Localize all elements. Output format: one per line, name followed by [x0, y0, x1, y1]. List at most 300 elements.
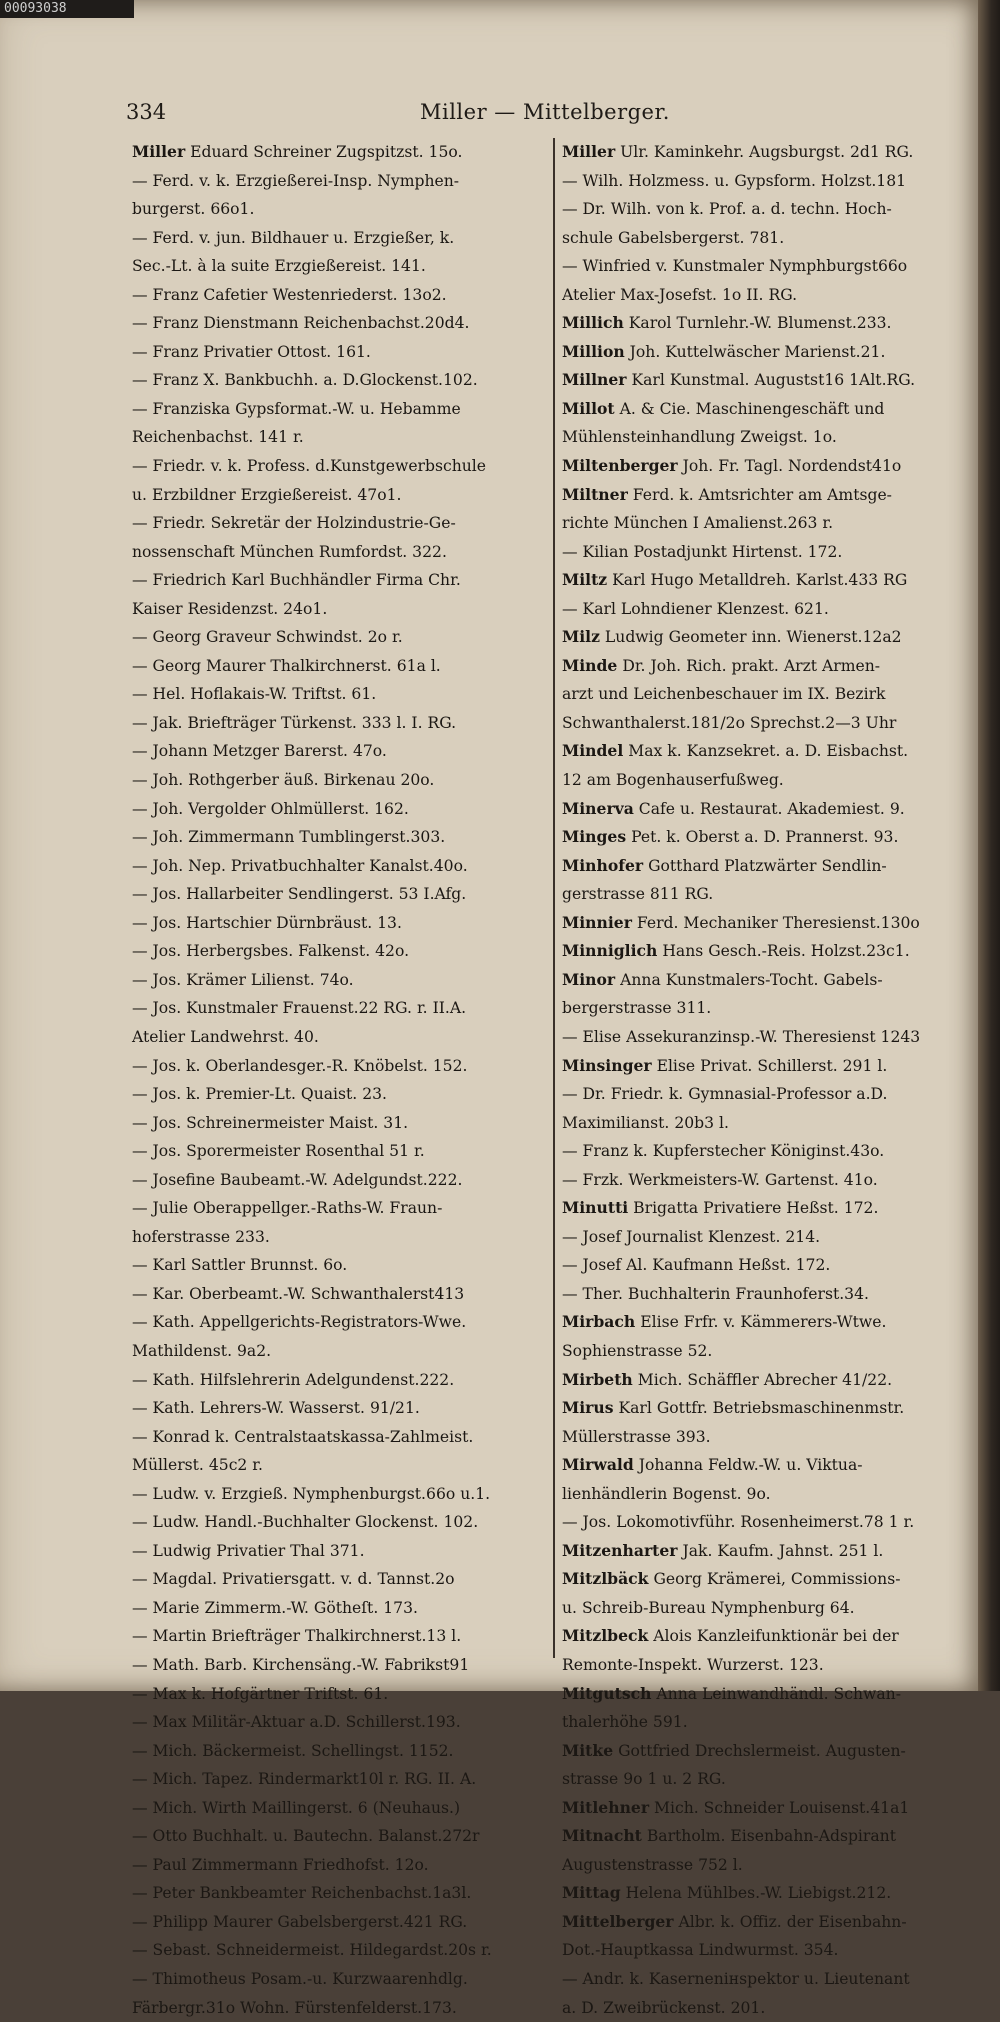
directory-entry: [562, 1794, 968, 1823]
directory-entry: [562, 1508, 968, 1537]
directory-entry: [562, 423, 968, 452]
directory-entry: [132, 1822, 547, 1851]
directory-entry: [132, 1109, 547, 1138]
directory-entry: [132, 1708, 547, 1737]
entry-text: 12 am Bogenhauserfußweg.: [562, 771, 784, 790]
directory-entry: [562, 1708, 968, 1737]
entry-text: — Sebast. Schneidermeist. Hildegardst.20s r.: [132, 1941, 492, 1960]
entry-text: — Jos. Schreinermeister Maist. 31.: [132, 1113, 409, 1132]
directory-entry: [132, 1737, 547, 1766]
directory-entry: [132, 937, 547, 966]
entry-text: Mühlensteinhandlung Zweigst. 1o.: [562, 428, 837, 447]
surname-heading: Mitzenharter: [562, 1540, 678, 1560]
entry-text: — Paul Zimmermann Friedhofst. 12o.: [132, 1855, 429, 1874]
directory-entry: [562, 452, 968, 481]
directory-entry: [132, 1137, 547, 1166]
directory-entry: [132, 452, 547, 481]
entry-text: Reichenbachst. 141 r.: [132, 428, 304, 447]
entry-text: — Mich. Bäckermeist. Schellingst. 1152.: [132, 1741, 454, 1760]
entry-text: Max k. Kanzsekret. a. D. Eisbachst.: [623, 742, 909, 761]
entry-text: Karol Turnlehr.-W. Blumenst.233.: [623, 314, 892, 333]
directory-entry: [132, 395, 547, 424]
directory-entry: [562, 1451, 968, 1480]
entry-text: Atelier Max-Josefst. 1o II. RG.: [562, 285, 798, 304]
directory-entry: [132, 1451, 547, 1480]
entry-text: — Ferd. v. k. Erzgießerei-Insp. Nymphen-: [132, 171, 460, 190]
entry-text: — Jos. Lokomotivführ. Rosenheimerst.78 1 r.: [562, 1513, 915, 1532]
entry-text: strasse 9o 1 u. 2 RG.: [562, 1770, 726, 1789]
directory-entry: [132, 1651, 547, 1680]
page-number: 334: [126, 100, 167, 124]
directory-entry: [132, 1680, 547, 1709]
entry-text: — Karl Lohndiener Klenzest. 621.: [562, 599, 829, 618]
entry-text: — Martin Briefträger Thalkirchnerst.13 l.: [132, 1627, 462, 1646]
directory-entry: [132, 1965, 547, 1994]
directory-entry: [132, 1394, 547, 1423]
directory-entry: [562, 994, 968, 1023]
entry-text: Georg Krämerei, Commissions-: [648, 1570, 901, 1589]
entry-text: — Thimotheus Posam.-u. Kurzwaarenhdlg.: [132, 1970, 468, 1988]
entry-text: Remonte-Inspekt. Wurzerst. 123.: [562, 1655, 824, 1674]
surname-heading: Millner: [562, 370, 627, 390]
directory-entry: [562, 680, 968, 709]
directory-entry: [132, 823, 547, 852]
entry-text: — Mich. Wirth Maillingerst. 6 (Neuhaus.): [132, 1798, 461, 1817]
entry-text: Pet. k. Oberst a. D. Prannerst. 93.: [626, 828, 899, 847]
entry-text: — Max Militär-Aktuar a.D. Schillerst.193.: [132, 1713, 461, 1732]
entry-text: Schwanthalerst.181/2o Sprechst.2—3 Uhr: [562, 713, 897, 732]
directory-entry: [562, 1280, 968, 1309]
page-header: [120, 100, 960, 130]
directory-entry: [132, 1080, 547, 1109]
entry-text: Alois Kanzleifunktionär bei der: [648, 1627, 899, 1646]
surname-heading: Minerva: [562, 798, 634, 818]
surname-heading: Mitnacht: [562, 1826, 642, 1846]
entry-text: — Friedr. Sekretär der Holzindustrie-Ge-: [132, 514, 456, 533]
entry-text: — Franz Dienstmann Reichenbachst.20d4.: [132, 314, 470, 333]
directory-entry: [562, 1765, 968, 1794]
directory-entry: [132, 1851, 547, 1880]
directory-entry: [132, 195, 547, 224]
entry-text: Jak. Kaufm. Jahnst. 251 l.: [677, 1541, 884, 1560]
entry-text: — Hel. Hoflakais-W. Triftst. 61.: [132, 685, 377, 704]
surname-heading: Miller: [562, 142, 616, 161]
directory-entry: [562, 1366, 968, 1395]
entry-text: — Dr. Friedr. k. Gymnasial-Professor a.D.: [562, 1085, 888, 1104]
entry-text: — Kath. Lehrers-W. Wasserst. 91/21.: [132, 1399, 420, 1418]
entry-text: — Elise Assekuranzinsp.-W. Theresienst 1243: [562, 1027, 921, 1046]
directory-entry: [562, 1879, 968, 1908]
entry-text: Cafe u. Restaurat. Akademiest. 9.: [633, 799, 905, 818]
entry-text: burgerst. 66o1.: [132, 200, 255, 219]
entry-text: Maximilianst. 20b3 l.: [562, 1113, 729, 1132]
surname-heading: Mittelberger: [562, 1911, 674, 1931]
directory-entry: [562, 823, 968, 852]
directory-entry: [132, 1480, 547, 1509]
directory-entry: [562, 281, 968, 310]
directory-entry: [562, 1308, 968, 1337]
entry-text: A. & Cie. Maschinengeschäft und: [614, 399, 885, 418]
directory-entry: [562, 509, 968, 538]
entry-text: — Frzk. Werkmeisters-W. Gartenst. 41o.: [562, 1170, 878, 1189]
entry-text: — Marie Zimmerm.-W. Götheſt. 173.: [132, 1598, 418, 1617]
entry-text: Mathildenst. 9a2.: [132, 1341, 272, 1360]
directory-entry: [562, 566, 968, 595]
directory-entry: [562, 623, 968, 652]
entry-text: — Max k. Hofgärtner Triftst. 61.: [132, 1684, 389, 1703]
entry-text: — Konrad k. Centralstaatskassa-Zahlmeist.: [132, 1427, 474, 1446]
entry-text: — Math. Barb. Kirchensäng.-W. Fabrikst91: [132, 1655, 470, 1674]
surname-heading: Minsinger: [562, 1055, 652, 1075]
entry-text: Helena Mühlbes.-W. Liebigst.212.: [620, 1884, 892, 1903]
directory-entry: [132, 1994, 547, 2022]
entry-text: — Jos. Hartschier Dürnbräust. 13.: [132, 913, 402, 932]
entry-text: — Josef Al. Kaufmann Heßst. 172.: [562, 1256, 831, 1275]
entry-text: — Josef Journalist Klenzest. 214.: [562, 1227, 821, 1246]
directory-entry: [562, 1680, 968, 1709]
directory-entry: [132, 1565, 547, 1594]
directory-entry: [132, 1337, 547, 1366]
entry-text: — Jos. k. Oberlandesger.-R. Knöbelst. 152.: [132, 1056, 468, 1075]
directory-entry: [132, 680, 547, 709]
entry-text: Gottfried Drechslermeist. Augusten-: [613, 1741, 906, 1760]
directory-entry: [132, 1537, 547, 1566]
surname-heading: Millich: [562, 313, 624, 333]
entry-text: — Friedrich Karl Buchhändler Firma Chr.: [132, 571, 461, 590]
directory-entry: [562, 1651, 968, 1680]
entry-text: Sophienstrasse 52.: [562, 1341, 713, 1360]
entry-text: Ulr. Kaminkehr. Augsburgst. 2d1 RG.: [615, 143, 914, 161]
directory-entry: [132, 281, 547, 310]
surname-heading: Millot: [562, 398, 615, 418]
directory-entry: [132, 1423, 547, 1452]
surname-heading: Minniglich: [562, 941, 658, 961]
directory-entry: [132, 1023, 547, 1052]
entry-text: Mich. Schäffler Abrecher 41/22.: [632, 1370, 893, 1389]
entry-text: — Franz Cafetier Westenriederst. 13o2.: [132, 285, 447, 304]
entry-text: Elise Privat. Schillerst. 291 l.: [651, 1056, 888, 1075]
entry-text: — Mich. Tapez. Rindermarkt10l r. RG. II. A.: [132, 1770, 477, 1789]
entry-text: Eduard Schreiner Zugspitzst. 15o.: [185, 143, 463, 161]
directory-entry: [562, 138, 968, 167]
directory-entry: [562, 1565, 968, 1594]
directory-entry: [132, 423, 547, 452]
directory-entry: [562, 1166, 968, 1195]
directory-entry: [562, 338, 968, 367]
surname-heading: Million: [562, 341, 625, 361]
directory-entry: [562, 1251, 968, 1280]
entry-text: Karl Hugo Metalldreh. Karlst.433 RG: [607, 571, 908, 590]
directory-entry: [132, 1223, 547, 1252]
directory-entry: [132, 366, 547, 395]
directory-entry: [132, 1280, 547, 1309]
directory-entry: [132, 224, 547, 253]
directory-entry: [562, 880, 968, 909]
directory-entry: [132, 1508, 547, 1537]
directory-entry: [562, 366, 968, 395]
entry-text: — Ludw. v. Erzgieß. Nymphenburgst.66o u.1.: [132, 1484, 491, 1503]
directory-entry: [562, 1851, 968, 1880]
entry-text: Atelier Landwehrst. 40.: [132, 1027, 319, 1046]
column-divider: [553, 138, 555, 1658]
directory-entry: [562, 309, 968, 338]
entry-text: Müllerst. 45c2 r.: [132, 1456, 264, 1475]
directory-entry: [562, 652, 968, 681]
directory-entry: [562, 195, 968, 224]
directory-entry: [562, 167, 968, 196]
directory-entry: [562, 1423, 968, 1452]
entry-text: a. D. Zweibrückenst. 201.: [562, 1998, 766, 2017]
surname-heading: Minnier: [562, 912, 632, 932]
book-edge: [978, 0, 1000, 1691]
directory-entry: [132, 709, 547, 738]
entry-text: — Franz k. Kupferstecher Königinst.43o.: [562, 1142, 885, 1161]
directory-entry: [132, 1166, 547, 1195]
directory-entry: [562, 1394, 968, 1423]
entry-text: Ferd. Mechaniker Theresienst.130o: [631, 913, 920, 932]
entry-text: — Joh. Nep. Privatbuchhalter Kanalst.40o.: [132, 856, 468, 875]
entry-text: u. Schreib-Bureau Nymphenburg 64.: [562, 1598, 855, 1617]
entry-text: — Philipp Maurer Gabelsbergerst.421 RG.: [132, 1912, 468, 1931]
entry-text: — Kar. Oberbeamt.-W. Schwanthalerst413: [132, 1284, 465, 1303]
entry-text: bergerstrasse 311.: [562, 999, 712, 1018]
directory-entry: [132, 338, 547, 367]
entry-text: — Otto Buchhalt. u. Bautechn. Balanst.272r: [132, 1827, 480, 1846]
directory-entry: [562, 937, 968, 966]
entry-text: — Julie Oberappellger.-Raths-W. Fraun-: [132, 1199, 443, 1218]
directory-entry: [562, 481, 968, 510]
entry-text: — Jos. Kunstmaler Frauenst.22 RG. r. II.A.: [132, 999, 467, 1018]
surname-heading: Minor: [562, 969, 616, 989]
directory-entry: [132, 138, 547, 167]
entry-text: Karl Kunstmal. Augustst16 1Alt.RG.: [626, 371, 916, 390]
entry-text: hoferstrasse 233.: [132, 1227, 270, 1246]
entry-text: — Kilian Postadjunkt Hirtenst. 172.: [562, 542, 843, 561]
entry-text: — Jos. Krämer Lilienst. 74o.: [132, 970, 354, 989]
entry-text: — Andr. k. Kasernenінspektor u. Lieutenant: [562, 1970, 910, 1988]
directory-entry: [562, 1594, 968, 1623]
directory-entry: [132, 795, 547, 824]
directory-entry: [562, 1537, 968, 1566]
entry-text: Brigatta Privatiere Heßst. 172.: [628, 1199, 879, 1218]
directory-entry: [132, 1251, 547, 1280]
entry-text: Elise Frfr. v. Kämmerers-Wtwe.: [635, 1313, 887, 1332]
entry-text: Johanna Feldw.-W. u. Viktua-: [633, 1456, 863, 1475]
entry-text: Kaiser Residenzst. 24o1.: [132, 599, 328, 618]
directory-entry: [132, 880, 547, 909]
directory-entry: [132, 909, 547, 938]
surname-heading: Mirwald: [562, 1455, 634, 1475]
directory-entry: [132, 1622, 547, 1651]
right-column: [562, 138, 968, 2017]
surname-heading: Mirbach: [562, 1312, 636, 1332]
entry-text: Karl Gottfr. Betriebsmaschinenmstr.: [613, 1399, 905, 1418]
directory-entry: [132, 1052, 547, 1081]
entry-text: — Johann Metzger Barerst. 47o.: [132, 742, 387, 761]
directory-entry: [132, 595, 547, 624]
directory-entry: [562, 252, 968, 281]
entry-text: — Karl Sattler Brunnst. 6o.: [132, 1256, 348, 1275]
entry-text: u. Erzbildner Erzgießereist. 47o1.: [132, 485, 402, 504]
surname-heading: Minutti: [562, 1198, 629, 1218]
entry-text: — Magdal. Privatiersgatt. v. d. Tannst.2o: [132, 1570, 455, 1589]
entry-text: thalerhöhe 591.: [562, 1713, 688, 1732]
surname-heading: Milz: [562, 627, 600, 647]
directory-entry: [132, 652, 547, 681]
directory-entry: [562, 595, 968, 624]
entry-text: Ferd. k. Amtsrichter am Amtsge-: [627, 485, 892, 504]
directory-entry: [562, 1023, 968, 1052]
entry-text: — Joh. Rothgerber äuß. Birkenau 20o.: [132, 771, 435, 790]
entry-text: — Wilh. Holzmess. u. Gypsform. Holzst.181: [562, 171, 907, 190]
entry-text: Joh. Fr. Tagl. Nordendst41o: [677, 457, 902, 476]
entry-text: — Kath. Appellgerichts-Registrators-Wwe.: [132, 1313, 467, 1332]
entry-text: — Jos. Hallarbeiter Sendlingerst. 53 I.Afg.: [132, 885, 467, 904]
directory-entry: [132, 167, 547, 196]
entry-text: Müllerstrasse 393.: [562, 1427, 711, 1446]
directory-entry: [562, 1822, 968, 1851]
directory-entry: [562, 1622, 968, 1651]
directory-entry: [562, 1052, 968, 1081]
directory-entry: [132, 481, 547, 510]
directory-entry: [562, 795, 968, 824]
entry-text: — Ferd. v. jun. Bildhauer u. Erzgießer, k.: [132, 228, 455, 247]
directory-entry: [562, 538, 968, 567]
entry-text: Sec.-Lt. à la suite Erzgießereist. 141.: [132, 257, 426, 276]
entry-text: Dot.-Hauptkassa Lindwurmst. 354.: [562, 1941, 839, 1960]
directory-entry: [132, 538, 547, 567]
entry-text: — Georg Graveur Schwindst. 2o r.: [132, 628, 403, 647]
entry-text: Augustenstrasse 752 l.: [562, 1855, 743, 1874]
directory-entry: [562, 1337, 968, 1366]
surname-heading: Mittag: [562, 1883, 621, 1903]
directory-entry: [562, 1480, 968, 1509]
directory-entry: [562, 1908, 968, 1937]
directory-entry: [132, 1794, 547, 1823]
entry-text: — Ther. Buchhalterin Fraunhoferst.34.: [562, 1284, 869, 1303]
directory-entry: [562, 1936, 968, 1965]
entry-text: Anna Leinwandhändl. Schwan-: [651, 1684, 901, 1703]
left-column: [132, 138, 547, 2017]
entry-text: lienhändlerin Bogenst. 9o.: [562, 1484, 771, 1503]
directory-entry: [562, 395, 968, 424]
entry-text: — Franz Privatier Ottost. 161.: [132, 342, 371, 361]
directory-entry: [132, 1194, 547, 1223]
entry-text: — Friedr. v. k. Profess. d.Kunstgewerbschule: [132, 457, 487, 476]
directory-entry: [132, 623, 547, 652]
directory-entry: [132, 566, 547, 595]
directory-entry: [562, 966, 968, 995]
entry-text: — Georg Maurer Thalkirchnerst. 61a l.: [132, 656, 441, 675]
surname-heading: Mirbeth: [562, 1369, 633, 1389]
surname-heading: Miltz: [562, 570, 608, 590]
directory-entry: [132, 1879, 547, 1908]
directory-entry: [562, 852, 968, 881]
entry-text: Dr. Joh. Rich. prakt. Arzt Armen-: [617, 656, 881, 675]
directory-entry: [132, 1765, 547, 1794]
entry-text: — Ludw. Handl.-Buchhalter Glockenst. 102.: [132, 1513, 479, 1532]
directory-entry: [562, 224, 968, 253]
directory-entry: [132, 1908, 547, 1937]
entry-text: Ludwig Geometer inn. Wienerst.12a2: [599, 628, 902, 647]
surname-heading: Mitzlbäck: [562, 1569, 649, 1589]
entry-text: Färbergr.31o Wohn. Fürstenfelderst.173.: [132, 1998, 457, 2017]
surname-heading: Mitlehner: [562, 1797, 650, 1817]
directory-entry: [132, 309, 547, 338]
directory-entry: [562, 1137, 968, 1166]
directory-entry: [132, 966, 547, 995]
directory-entry: [562, 766, 968, 795]
entry-text: — Kath. Hilfslehrerin Adelgundenst.222.: [132, 1370, 455, 1389]
surname-heading: Mirus: [562, 1398, 614, 1418]
entry-text: — Dr. Wilh. von k. Prof. a. d. techn. Hoch-: [562, 200, 892, 219]
directory-entry: [562, 1080, 968, 1109]
entry-text: — Jos. k. Premier-Lt. Quaist. 23.: [132, 1085, 387, 1104]
directory-entry: [132, 1594, 547, 1623]
entry-text: richte München I Amalienst.263 r.: [562, 514, 834, 533]
surname-heading: Mindel: [562, 741, 624, 761]
surname-heading: Mitke: [562, 1740, 614, 1760]
surname-heading: Minhofer: [562, 855, 644, 875]
directory-entry: [132, 509, 547, 538]
scan-id-label: 00093038: [0, 0, 134, 18]
surname-heading: Miller: [132, 142, 186, 161]
entry-text: — Franz X. Bankbuchh. a. D.Glockenst.102.: [132, 371, 478, 390]
directory-entry: [562, 1965, 968, 1994]
entry-text: Bartholm. Eisenbahn-Adspirant: [641, 1827, 896, 1846]
directory-entry: [132, 852, 547, 881]
entry-text: gerstrasse 811 RG.: [562, 885, 714, 904]
directory-entry: [132, 252, 547, 281]
directory-entry: [562, 1737, 968, 1766]
surname-heading: Miltenberger: [562, 456, 678, 476]
directory-entry: [562, 1109, 968, 1138]
entry-text: nossenschaft München Rumfordst. 322.: [132, 542, 447, 561]
entry-text: — Franziska Gypsformat.-W. u. Hebamme: [132, 399, 461, 418]
surname-heading: Minges: [562, 827, 627, 847]
entry-text: Albr. k. Offiz. der Eisenbahn-: [673, 1912, 907, 1931]
surname-heading: Minde: [562, 655, 618, 675]
entry-text: — Jak. Briefträger Türkenst. 333 l. I. RG.: [132, 713, 457, 732]
directory-entry: [132, 1936, 547, 1965]
entry-text: — Joh. Vergolder Ohlmüllerst. 162.: [132, 799, 409, 818]
directory-entry: [132, 1308, 547, 1337]
entry-text: Gotthard Platzwärter Sendlin-: [643, 856, 887, 875]
entry-text: — Jos. Herbergsbes. Falkenst. 42o.: [132, 942, 410, 961]
directory-entry: [562, 709, 968, 738]
entry-text: — Ludwig Privatier Thal 371.: [132, 1541, 365, 1560]
surname-heading: Miltner: [562, 484, 628, 504]
running-title: Miller — Mittelberger.: [420, 100, 670, 124]
entry-text: — Peter Bankbeamter Reichenbachst.1a3l.: [132, 1884, 472, 1903]
directory-entry: [132, 994, 547, 1023]
directory-entry: [132, 766, 547, 795]
entry-text: Anna Kunstmalers-Tocht. Gabels-: [615, 970, 883, 989]
entry-text: — Joh. Zimmermann Tumblingerst.303.: [132, 828, 446, 847]
entry-text: — Jos. Sporermeister Rosenthal 51 r.: [132, 1142, 425, 1161]
directory-entry: [132, 737, 547, 766]
directory-entry: [562, 909, 968, 938]
directory-entry: [562, 737, 968, 766]
surname-heading: Mitgutsch: [562, 1683, 652, 1703]
surname-heading: Mitzlbeck: [562, 1626, 649, 1646]
directory-entry: [562, 1194, 968, 1223]
entry-text: Mich. Schneider Louisenst.41a1: [649, 1798, 910, 1817]
entry-text: schule Gabelsbergerst. 781.: [562, 228, 785, 247]
directory-entry: [132, 1366, 547, 1395]
directory-entry: [562, 1994, 968, 2022]
entry-text: Hans Gesch.-Reis. Holzst.23c1.: [657, 942, 910, 961]
